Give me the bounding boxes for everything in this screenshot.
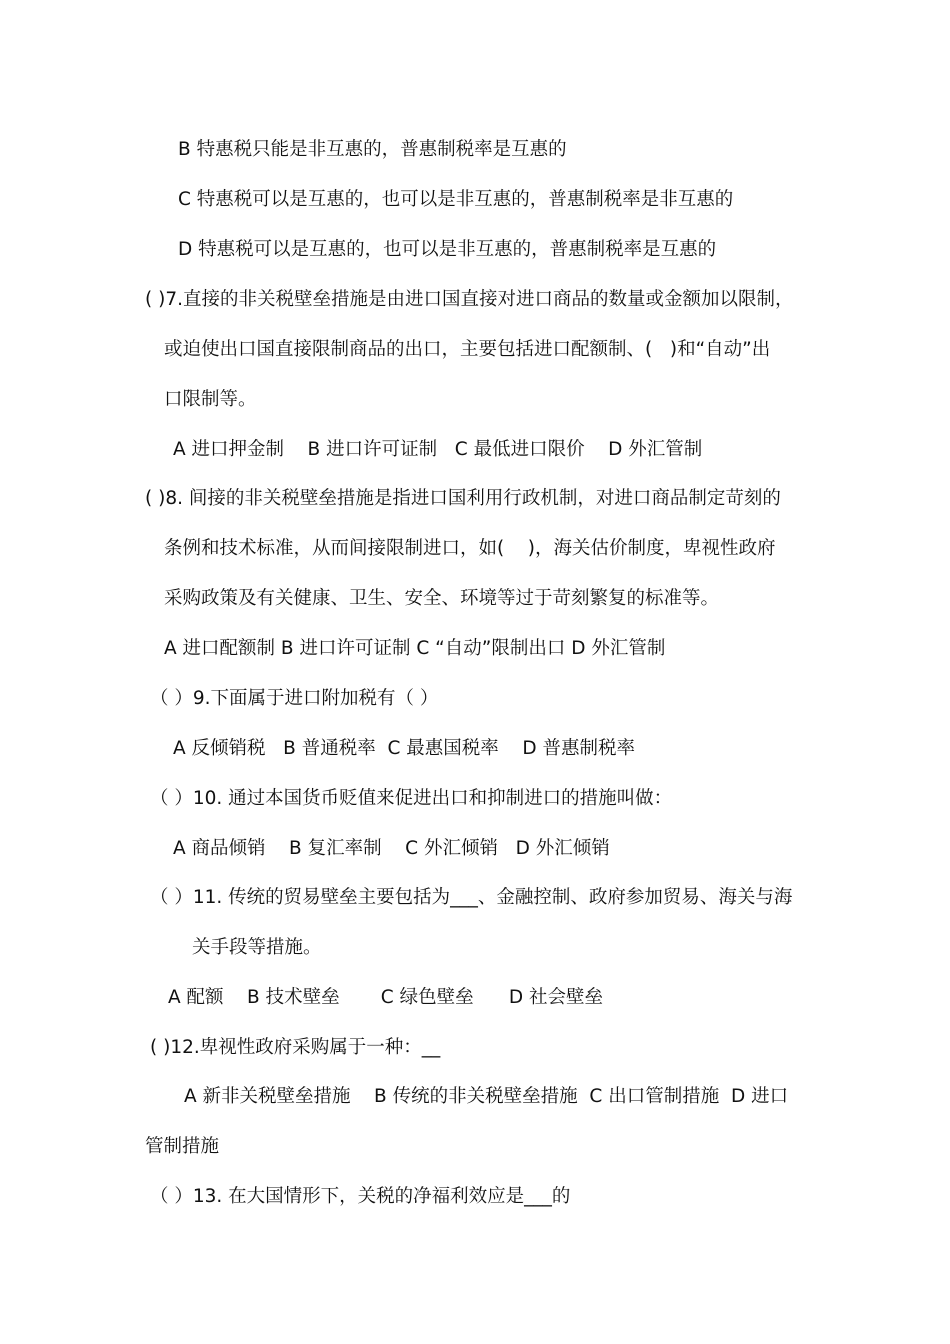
question-11-line-1: （ ）11. 传统的贸易壁垒主要包括为___、金融控制、政府参加贸易、海关与海 xyxy=(150,887,793,908)
option-6c: C 特惠税可以是互惠的，也可以是非互惠的，普惠制税率是非互惠的 xyxy=(178,189,734,210)
question-12-options-line-2: 管制措施 xyxy=(145,1136,220,1157)
option-6b: B 特惠税只能是非互惠的，普惠制税率是互惠的 xyxy=(178,139,567,160)
question-8-line-1: ( )8. 间接的非关税壁垒措施是指进口国利用行政机制，对进口商品制定苛刻的 xyxy=(145,488,781,509)
question-11-options: A 配额 B 技术壁垒 C 绿色壁垒 D 社会壁垒 xyxy=(168,987,604,1008)
question-8-line-2: 条例和技术标准，从而间接限制进口，如( )，海关估价制度，卑视性政府 xyxy=(164,538,776,559)
question-12-options-line-1: A 新非关税壁垒措施 B 传统的非关税壁垒措施 C 出口管制措施 D 进口 xyxy=(184,1086,789,1107)
question-7-options: A 进口押金制 B 进口许可证制 C 最低进口限价 D 外汇管制 xyxy=(173,439,703,460)
question-12: ( )12.卑视性政府采购属于一种：__ xyxy=(150,1037,441,1058)
question-7-line-1: ( )7.直接的非关税壁垒措施是由进口国直接对进口商品的数量或金额加以限制， xyxy=(145,289,794,310)
question-9-options: A 反倾销税 B 普通税率 C 最惠国税率 D 普惠制税率 xyxy=(173,738,635,759)
question-8-line-3: 采购政策及有关健康、卫生、安全、环境等过于苛刻繁复的标准等。 xyxy=(164,588,720,609)
question-13: （ ）13. 在大国情形下，关税的净福利效应是___的 xyxy=(150,1186,571,1207)
question-8-options: A 进口配额制 B 进口许可证制 C “自动”限制出口 D 外汇管制 xyxy=(164,638,666,659)
question-10: （ ）10. 通过本国货币贬值来促进出口和抑制进口的措施叫做： xyxy=(150,788,673,809)
question-9: （ ）9.下面属于进口附加税有（ ） xyxy=(150,688,439,709)
question-10-options: A 商品倾销 B 复汇率制 C 外汇倾销 D 外汇倾销 xyxy=(173,838,610,859)
question-7-line-2: 或迫使出口国直接限制商品的出口，主要包括进口配额制、( )和“自动”出 xyxy=(164,339,771,360)
question-11-line-2: 关手段等措施。 xyxy=(192,937,322,958)
question-7-line-3: 口限制等。 xyxy=(164,389,257,410)
option-6d: D 特惠税可以是互惠的，也可以是非互惠的，普惠制税率是互惠的 xyxy=(178,239,717,260)
